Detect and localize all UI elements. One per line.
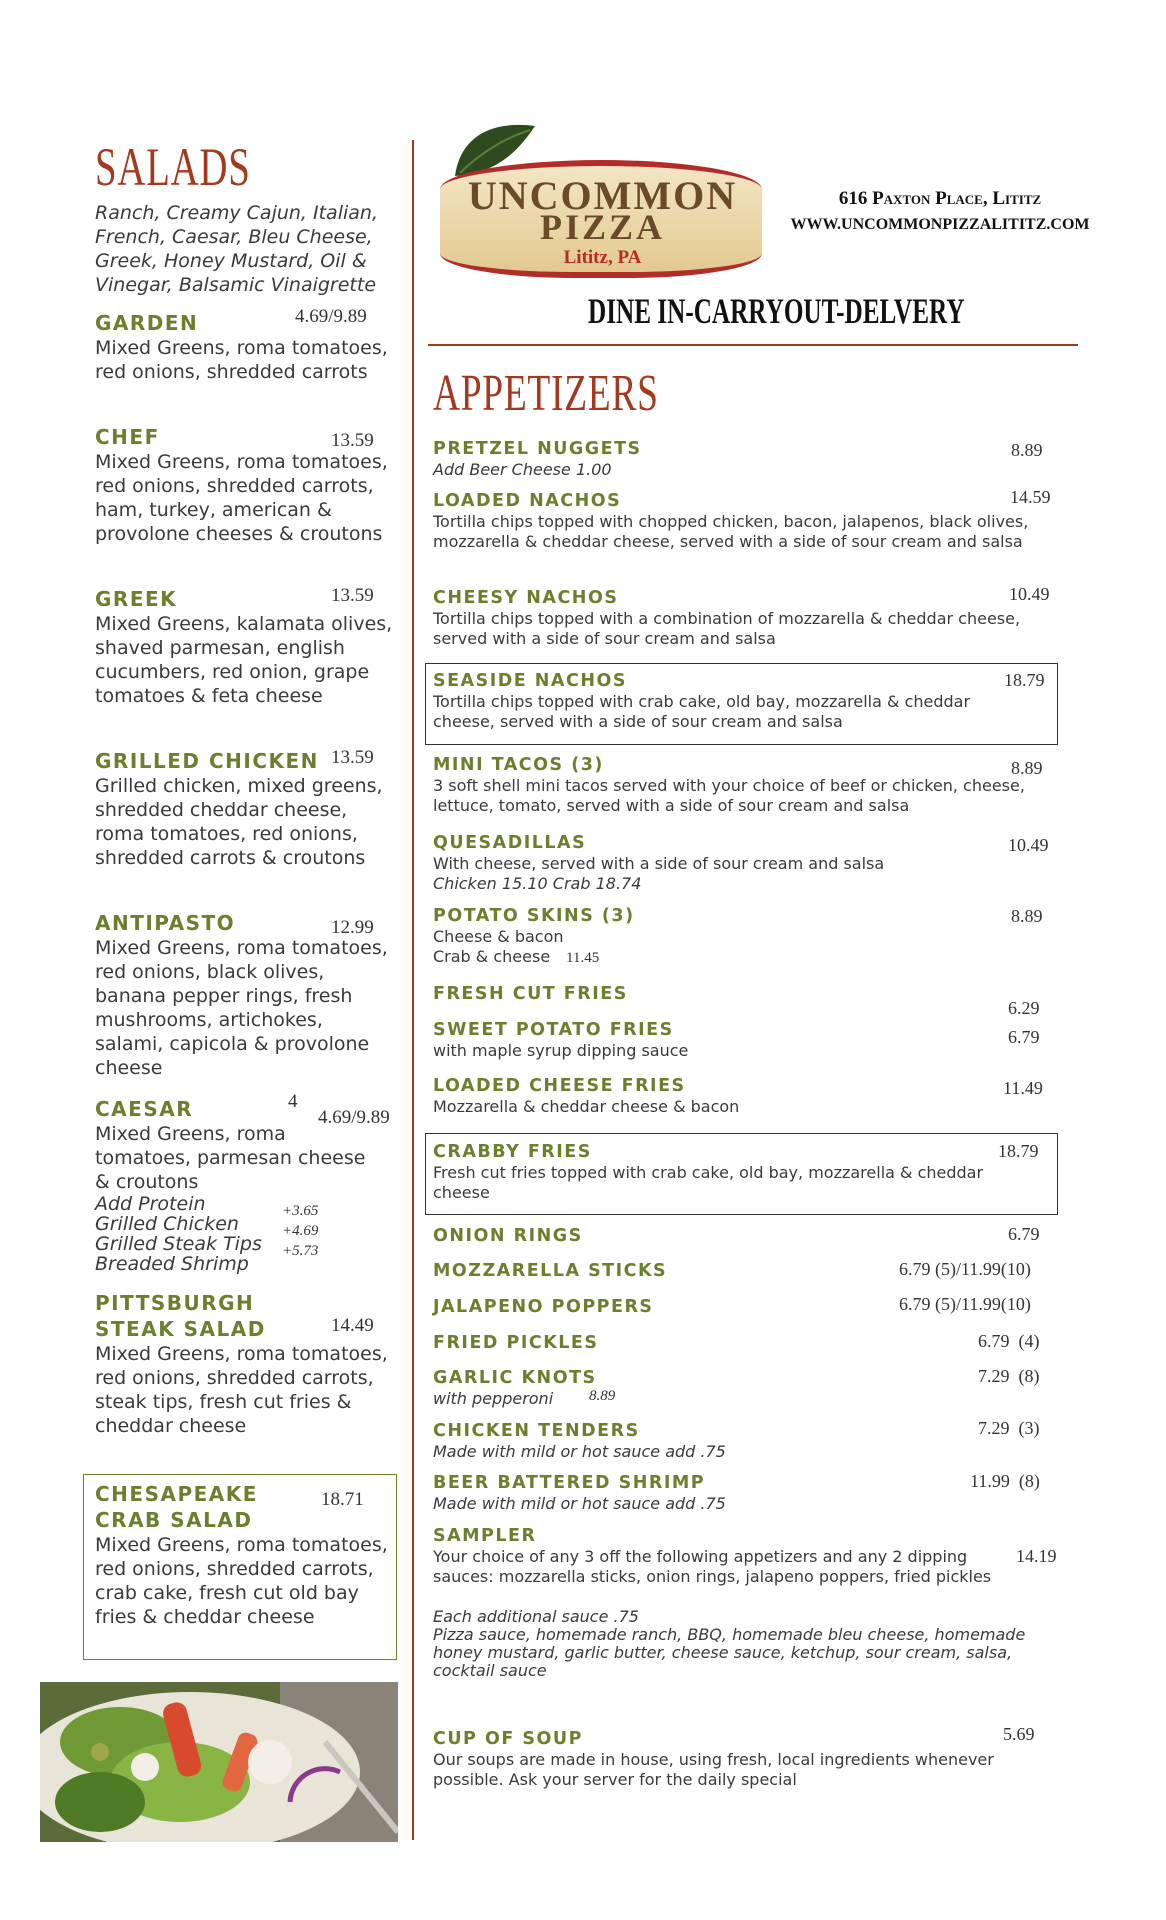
appetizer-price: 8.89 — [1011, 906, 1043, 926]
appetizers-title: APPETIZERS — [433, 365, 659, 422]
salad-price: 13.59 — [331, 585, 374, 606]
appetizer-price: 10.49 — [1008, 835, 1049, 855]
appetizer-name: SAMPLER — [433, 1526, 537, 1546]
appetizer-item-mozzarella-sticks — [433, 1260, 833, 1282]
appetizer-item-loaded-nachos — [433, 490, 1043, 552]
appetizer-name: CUP OF SOUP — [433, 1729, 583, 1749]
protein-option: Grilled Chicken — [95, 1213, 239, 1235]
salad-price: 13.59 — [331, 747, 374, 768]
appetizer-price: 6.79 (5)/11.99(10) — [899, 1259, 1031, 1279]
appetizer-item-jalapeno-poppers — [433, 1296, 833, 1318]
appetizer-item-fried-pickles — [433, 1332, 833, 1354]
appetizer-description: With cheese, served with a side of sour cream and salsa — [433, 854, 885, 873]
appetizer-name: GARLIC KNOTS — [433, 1368, 597, 1388]
appetizer-price: 6.79 (4) — [978, 1331, 1040, 1351]
salad-name: ANTIPASTO — [95, 911, 236, 935]
appetizer-price: 8.89 — [1011, 758, 1043, 778]
appetizer-description-alt: Crab & cheese — [433, 947, 551, 966]
salad-price: 12.99 — [331, 917, 374, 938]
appetizer-name: CRABBY FRIES — [433, 1142, 592, 1162]
appetizer-name: CHICKEN TENDERS — [433, 1421, 640, 1441]
appetizer-price: 6.79 — [1008, 1224, 1040, 1244]
appetizer-description: Our soups are made in house, using fresh, local ingredients whenever possible. Ask your server for the daily special — [433, 1750, 994, 1789]
add-protein-label: Add Protein — [95, 1193, 206, 1215]
appetizer-name: MOZZARELLA STICKS — [433, 1261, 668, 1281]
appetizer-description: Cheese & bacon — [433, 927, 564, 946]
appetizer-name: CHEESY NACHOS — [433, 588, 619, 608]
appetizer-description: Fresh cut fries topped with crab cake, old bay, mozzarella & cheddar cheese — [433, 1163, 984, 1202]
appetizer-description: Made with mild or hot sauce add .75 — [433, 1494, 726, 1513]
appetizer-item-potato-skins — [433, 905, 1033, 967]
appetizer-price: 14.19 — [1016, 1546, 1057, 1566]
appetizer-name: BEER BATTERED SHRIMP — [433, 1473, 706, 1493]
appetizer-description: Mozzarella & cheddar cheese & bacon — [433, 1097, 740, 1116]
salad-price: 14.49 — [331, 1315, 374, 1336]
appetizer-description: with maple syrup dipping sauce — [433, 1041, 689, 1060]
appetizer-price: 10.49 — [1009, 584, 1050, 604]
quesadilla-options: Chicken 15.10 Crab 18.74 — [433, 874, 642, 893]
appetizer-price: 6.79 — [1008, 1027, 1040, 1047]
appetizer-name: FRESH CUT FRIES — [433, 984, 628, 1004]
logo-wordmark-line2: PIZZA — [539, 207, 666, 247]
appetizer-item-seaside-nachos — [433, 670, 1033, 732]
service-options: DINE IN-CARRYOUT-DELVERY — [588, 291, 965, 331]
appetizer-name: PRETZEL NUGGETS — [433, 439, 642, 459]
protein-price: +3.65 — [282, 1203, 319, 1219]
appetizer-description: 3 soft shell mini tacos served with your choice of beef or chicken, cheese, lettuce, tomato, served with a side of sour cream and salsa — [433, 776, 1025, 815]
column-divider — [412, 140, 414, 1840]
appetizer-price-alt: 8.89 — [589, 1388, 616, 1404]
appetizer-price: 5.69 — [1003, 1724, 1035, 1744]
protein-price: +5.73 — [282, 1243, 319, 1259]
salad-name: GRILLED CHICKEN — [95, 749, 319, 773]
salad-description: Grilled chicken, mixed greens, shredded cheddar cheese, roma tomatoes, red onions, shredded carrots & croutons — [95, 775, 383, 869]
appetizer-name: JALAPENO POPPERS — [433, 1297, 654, 1317]
appetizer-description: Your choice of any 3 off the following appetizers and any 2 dipping sauces: mozzarella sticks, onion rings, jalapeno poppers, fried pickles — [433, 1547, 992, 1586]
salad-item-pittsburgh-steak — [95, 1290, 395, 1438]
appetizer-item-pretzel-nuggets — [433, 438, 1033, 480]
appetizer-description: Tortilla chips topped with a combination of mozzarella & cheddar cheese, served with a side of sour cream and salsa — [433, 609, 1021, 648]
appetizer-price-alt: 11.45 — [566, 950, 600, 966]
appetizer-item-mini-tacos — [433, 754, 1048, 816]
appetizer-item-cup-of-soup — [433, 1728, 1048, 1790]
appetizer-name: SEASIDE NACHOS — [433, 671, 627, 691]
appetizer-description: Tortilla chips topped with chopped chicken, bacon, jalapenos, black olives, mozzarella & cheddar cheese, served with a side of sour cream and salsa — [433, 512, 1029, 551]
appetizer-item-garlic-knots — [433, 1367, 833, 1409]
salad-price: 13.59 — [331, 430, 374, 451]
salad-name-line2: CRAB SALAD — [95, 1508, 253, 1532]
appetizer-price: 7.29 (8) — [978, 1366, 1040, 1386]
appetizer-item-cheesy-nachos — [433, 587, 1033, 649]
sauce-note: Each additional sauce .75 — [433, 1607, 639, 1626]
salad-description: Mixed Greens, roma tomatoes, red onions, black olives, banana pepper rings, fresh mushrooms, artichokes, salami, capicola & provolone cheese — [95, 937, 388, 1079]
appetizer-name: FRIED PICKLES — [433, 1333, 599, 1353]
appetizer-name: ONION RINGS — [433, 1226, 583, 1246]
appetizer-name: LOADED CHEESE FRIES — [433, 1076, 686, 1096]
logo-location: Lititz, PA — [563, 247, 642, 268]
logo-wordmark-line1: UNCOMMON — [467, 173, 738, 218]
salad-name: GREEK — [95, 587, 178, 611]
salad-name-line2: STEAK SALAD — [95, 1317, 266, 1341]
salad-description: Mixed Greens, roma tomatoes, red onions, shredded carrots — [95, 337, 388, 383]
salad-price: 4.69/9.89 — [318, 1107, 390, 1128]
appetizer-description: Add Beer Cheese 1.00 — [433, 460, 612, 479]
appetizer-item-sampler — [433, 1525, 1018, 1587]
protein-price: +4.69 — [282, 1223, 319, 1239]
appetizer-name: QUESADILLAS — [433, 833, 587, 853]
appetizer-price: 14.59 — [1010, 487, 1051, 507]
appetizer-price: 7.29 (3) — [978, 1418, 1040, 1438]
appetizer-item-loaded-cheese-fries — [433, 1075, 1033, 1117]
dressing-list: Ranch, Creamy Cajun, Italian, French, Caesar, Bleu Cheese, Greek, Honey Mustard, Oil & Vinegar, Balsamic Vinaigrette — [95, 202, 378, 296]
appetizer-item-fresh-cut-fries — [433, 983, 1033, 1005]
appetizer-item-crabby-fries — [433, 1141, 1033, 1203]
salad-description: Mixed Greens, roma tomatoes, parmesan cheese & croutons — [95, 1123, 366, 1193]
caesar-extra-price: 4 — [288, 1091, 298, 1112]
appetizer-price: 18.79 — [1004, 670, 1045, 690]
appetizer-item-quesadillas — [433, 832, 1033, 894]
salad-name: GARDEN — [95, 311, 199, 335]
salad-name: CAESAR — [95, 1097, 194, 1121]
appetizer-name: MINI TACOS (3) — [433, 755, 604, 775]
appetizer-item-chicken-tenders — [433, 1420, 933, 1462]
salad-description: Mixed Greens, roma tomatoes, red onions, shredded carrots, crab cake, fresh cut old bay fries & cheddar cheese — [95, 1534, 388, 1628]
appetizer-name: LOADED NACHOS — [433, 491, 622, 511]
appetizer-price: 11.99 (8) — [970, 1471, 1040, 1491]
salad-description: Mixed Greens, roma tomatoes, red onions, shredded carrots, ham, turkey, american & provolone cheeses & croutons — [95, 451, 388, 545]
protein-option: Breaded Shrimp — [95, 1253, 249, 1275]
appetizer-description: Tortilla chips topped with crab cake, old bay, mozzarella & cheddar cheese, served with a side of sour cream and salsa — [433, 692, 971, 731]
salad-photo — [40, 1682, 398, 1842]
salads-title: SALADS — [95, 137, 251, 197]
appetizer-description: with pepperoni — [433, 1389, 554, 1408]
appetizer-price: 8.89 — [1011, 440, 1043, 460]
restaurant-address: 616 Paxton Place, Lititz — [838, 188, 1042, 209]
salad-name: CHEF — [95, 425, 160, 449]
appetizer-price: 11.49 — [1003, 1078, 1043, 1098]
appetizer-price: 18.79 — [998, 1141, 1039, 1161]
appetizer-price: 6.29 — [1008, 998, 1040, 1018]
protein-option: Grilled Steak Tips — [95, 1233, 262, 1255]
restaurant-website: WWW.UNCOMMONPIZZALITITZ.COM — [790, 216, 1090, 233]
salad-description: Mixed Greens, kalamata olives, shaved parmesan, english cucumbers, red onion, grape tomatoes & feta cheese — [95, 613, 393, 707]
appetizer-price: 6.79 (5)/11.99(10) — [899, 1294, 1031, 1314]
salad-description: Mixed Greens, roma tomatoes, red onions, shredded carrots, steak tips, fresh cut fries & cheddar cheese — [95, 1343, 388, 1437]
appetizer-item-sweet-potato-fries — [433, 1019, 1033, 1061]
appetizer-name: SWEET POTATO FRIES — [433, 1020, 674, 1040]
appetizer-item-beer-battered-shrimp — [433, 1472, 933, 1514]
header-divider — [428, 344, 1078, 346]
salad-name-line1: PITTSBURGH — [95, 1291, 255, 1315]
salad-price: 18.71 — [321, 1489, 364, 1510]
sauce-list: Pizza sauce, homemade ranch, BBQ, homemade bleu cheese, homemade honey mustard, garlic butter, cheese sauce, ketchup, sour cream, salsa, cocktail sauce — [433, 1625, 1026, 1680]
appetizer-name: POTATO SKINS (3) — [433, 906, 635, 926]
appetizer-description: Made with mild or hot sauce add .75 — [433, 1442, 726, 1461]
appetizer-item-onion-rings — [433, 1225, 833, 1247]
salad-name-line1: CHESAPEAKE — [95, 1482, 258, 1506]
salad-price: 4.69/9.89 — [295, 306, 367, 327]
